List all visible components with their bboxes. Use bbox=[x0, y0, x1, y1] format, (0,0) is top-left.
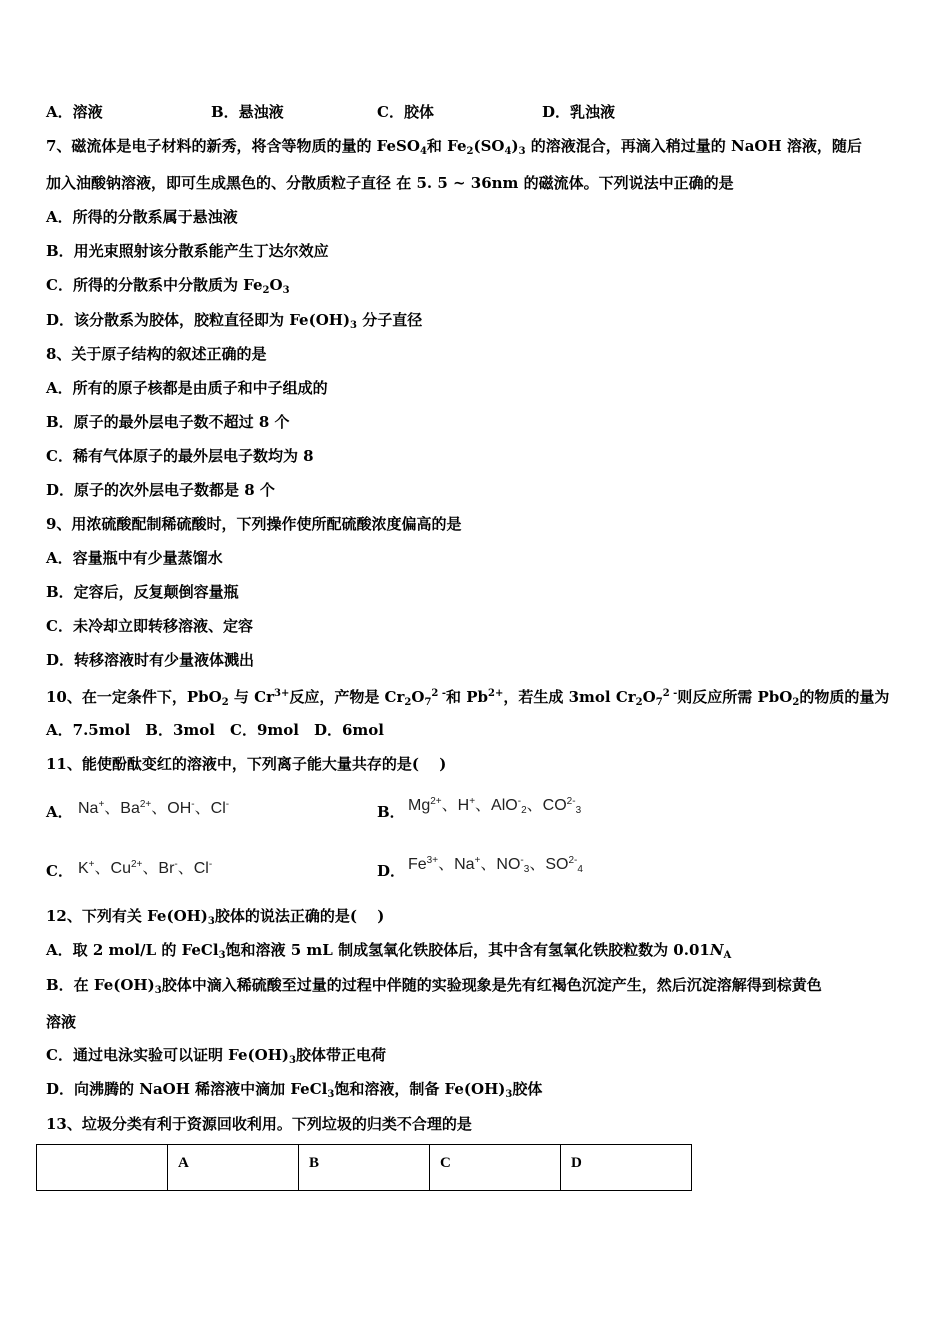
q6-option-b: B．悬浊液 bbox=[211, 103, 284, 121]
q13-table bbox=[36, 1144, 692, 1191]
q11-option-a-ions: Na+、$Ba^{2+}$、OH-、Cl- bbox=[78, 799, 230, 817]
table-header-cell bbox=[37, 1145, 168, 1191]
q11-label-a: A． bbox=[46, 803, 73, 821]
table-header-cell: D bbox=[561, 1145, 692, 1191]
q11-label-d: D． bbox=[377, 862, 406, 880]
table-header-cell: B bbox=[299, 1145, 430, 1191]
q7-stem-line2: 加入油酸钠溶液，即可生成黑色的、分散质粒子直径 在 5. 5 ~ 36nm 的磁流体。下列说法中正确的是 bbox=[46, 174, 734, 192]
q13-stem: 13、垃圾分类有利于资源回收利用。下列垃圾的归类不合理的是 bbox=[46, 1115, 472, 1133]
q9-option-b: B．定容后，反复颠倒容量瓶 bbox=[46, 583, 239, 601]
q12-option-b-line2: 溶液 bbox=[46, 1013, 77, 1031]
q6-option-a: A．溶液 bbox=[46, 103, 103, 121]
q6-option-d: D．乳浊液 bbox=[542, 103, 616, 121]
q12-option-c: C．通过电泳实验可以证明 $Fe(OH)_3$胶体带正电荷 bbox=[46, 1046, 386, 1066]
q11-stem: 11、能使酚酞变红的溶液中，下列离子能大量共存的是( ) bbox=[46, 755, 447, 773]
q7-stem: 7、磁流体是电子材料的新秀，将含等物质的量的 FeSO$_4$和 $Fe_2(SO_4)_3$ 的溶液混合，再滴入稍过量的 NaOH 溶液，随后 bbox=[46, 137, 862, 157]
q12-stem: 12、下列有关 $Fe(OH)_3$胶体的说法正确的是( ) bbox=[46, 907, 385, 927]
q12-option-a: A．取 2 mol/L 的 FeCl$_3$饱和溶液 5 mL 制成氢氧化铁胶体后，其中含有氢氧化铁胶粒数为 $0.01N_A$ bbox=[46, 941, 732, 961]
q8-option-a: A．所有的原子核都是由质子和中子组成的 bbox=[46, 379, 328, 397]
q11-option-d-ions: $Fe^{3+}$、Na+、$NO^-_3$、$SO^{2-}_4$ bbox=[408, 855, 583, 875]
q7-option-c: C．所得的分散系中分散质为 $Fe_2O_3$ bbox=[46, 276, 290, 296]
table-row bbox=[37, 1145, 692, 1191]
q11-option-b-ions: $Mg^{2+}$、H+、AlO-$_2$、$CO^{2-}_3$ bbox=[408, 796, 582, 816]
q9-stem: 9、用浓硫酸配制稀硫酸时，下列操作使所配硫酸浓度偏高的是 bbox=[46, 515, 462, 533]
q8-stem: 8、关于原子结构的叙述正确的是 bbox=[46, 345, 267, 363]
q10-options: A．7.5mol B．3mol C．9mol D．6mol bbox=[46, 721, 384, 739]
q12-option-b: B．在 $Fe(OH)_3$胶体中滴入稀硫酸至过量的过程中伴随的实验现象是先有红褐色沉淀产生，然后沉淀溶解得到棕黄色 bbox=[46, 976, 822, 996]
q11-label-b: B． bbox=[377, 803, 405, 821]
table-header-cell: C bbox=[430, 1145, 561, 1191]
q11-option-c-ions: K+、$Cu^{2+}$、Br-、Cl- bbox=[78, 859, 213, 877]
q7-option-b: B．用光束照射该分散系能产生丁达尔效应 bbox=[46, 242, 329, 260]
q9-option-c: C．未冷却立即转移溶液、定容 bbox=[46, 617, 253, 635]
q7-option-d: D．该分散系为胶体，胶粒直径即为 $Fe(OH)_3$ 分子直径 bbox=[46, 311, 423, 331]
q10-stem: 10、在一定条件下，PbO$_2$ 与 $Cr^{3+}$反应，产物是 $Cr_2O_7^{2 -}$和 $Pb^{2+}$，若生成 3mol $Cr_2O_7^{2 -}$则反应所需 PbO$_2$的物质的量为 bbox=[46, 688, 890, 708]
q6-option-c: C．胶体 bbox=[377, 103, 434, 121]
q12-option-d: D．向沸腾的 NaOH 稀溶液中滴加 FeCl$_3$饱和溶液，制备 $Fe(OH)_3$胶体 bbox=[46, 1080, 543, 1100]
q11-label-c: C． bbox=[46, 862, 73, 880]
q9-option-a: A．容量瓶中有少量蒸馏水 bbox=[46, 549, 223, 567]
q9-option-d: D．转移溶液时有少量液体溅出 bbox=[46, 651, 255, 669]
q8-option-d: D．原子的次外层电子数都是 8 个 bbox=[46, 481, 275, 499]
q8-option-b: B．原子的最外层电子数不超过 8 个 bbox=[46, 413, 290, 431]
q8-option-c: C．稀有气体原子的最外层电子数均为 8 bbox=[46, 447, 314, 465]
q7-option-a: A．所得的分散系属于悬浊液 bbox=[46, 208, 238, 226]
table-header-cell: A bbox=[168, 1145, 299, 1191]
